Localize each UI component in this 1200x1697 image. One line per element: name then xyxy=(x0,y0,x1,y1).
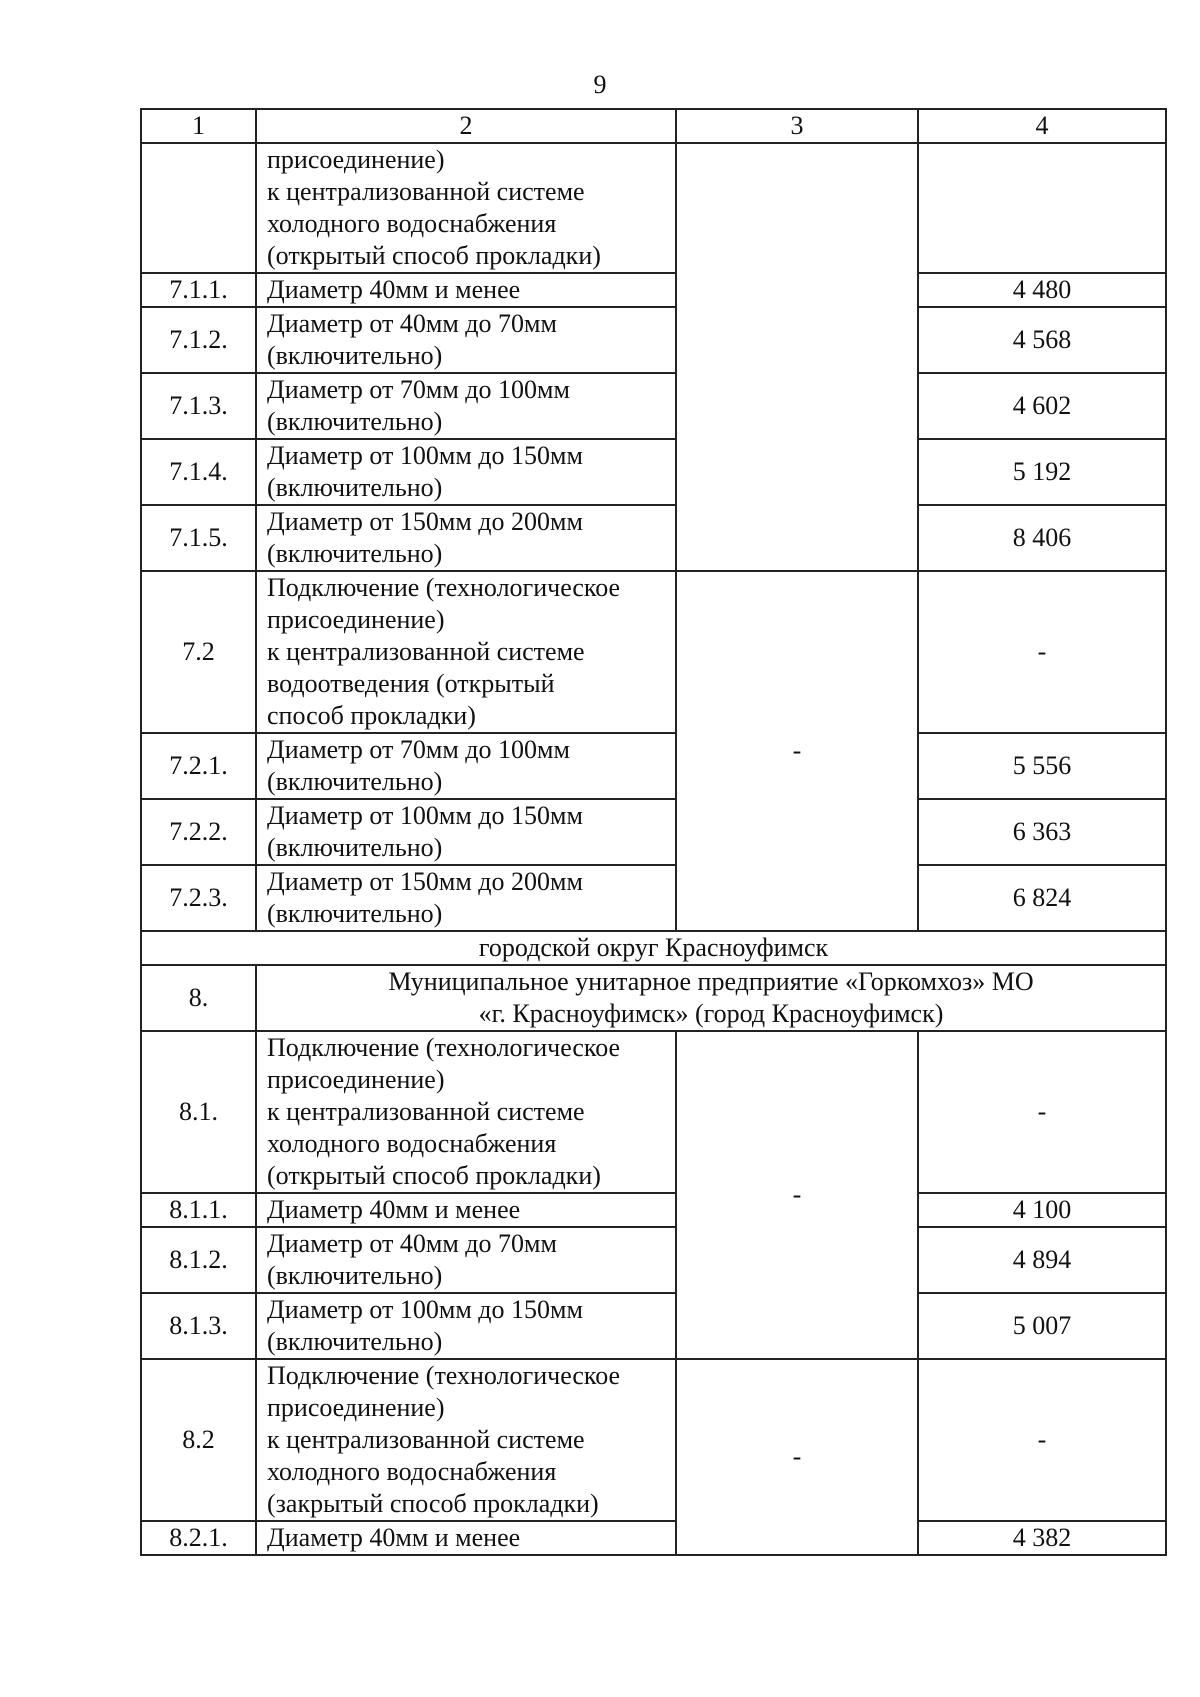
row-number: 7.1.3. xyxy=(141,373,256,439)
row-value: 4 602 xyxy=(918,373,1166,439)
row-description: Диаметр 40мм и менее xyxy=(256,1521,676,1555)
col3-value xyxy=(676,143,918,571)
table-row xyxy=(141,1521,1166,1555)
page-number: 9 xyxy=(593,70,607,99)
row-description: Диаметр от 40мм до 70мм (включительно) xyxy=(256,1227,676,1293)
row-value: 4 480 xyxy=(918,273,1166,307)
row-description: Диаметр от 150мм до 200мм (включительно) xyxy=(256,505,676,571)
table-row xyxy=(141,1031,1166,1193)
row-number: 8.1. xyxy=(141,1031,256,1193)
section-title: городской округ Красноуфимск xyxy=(141,931,1166,965)
row-value: - xyxy=(918,571,1166,733)
row-value: 4 568 xyxy=(918,307,1166,373)
table-row xyxy=(141,865,1166,931)
col3-value: - xyxy=(676,1031,918,1359)
header-row xyxy=(141,109,1166,143)
row-description: Подключение (технологическое присоединение) к централизованной системе водоотведения (открытый способ прокладки) xyxy=(256,571,676,733)
table-row xyxy=(141,143,1166,273)
row-value: 4 100 xyxy=(918,1193,1166,1227)
row-number: 8.1.2. xyxy=(141,1227,256,1293)
row-number: 7.1.5. xyxy=(141,505,256,571)
table-row xyxy=(141,439,1166,505)
row-description: Диаметр от 100мм до 150мм (включительно) xyxy=(256,799,676,865)
row-number: 7.1.1. xyxy=(141,273,256,307)
row-description: Подключение (технологическое присоединение) к централизованной системе холодного водоснабжения (закрытый способ прокладки) xyxy=(256,1359,676,1521)
row-number: 8. xyxy=(141,965,256,1031)
row-number: 7.2.2. xyxy=(141,799,256,865)
table-row xyxy=(141,1359,1166,1521)
row-description: Диаметр от 70мм до 100мм (включительно) xyxy=(256,373,676,439)
row-value: 4 382 xyxy=(918,1521,1166,1555)
row-value: 5 007 xyxy=(918,1293,1166,1359)
table-row xyxy=(141,307,1166,373)
row-description: Диаметр от 150мм до 200мм (включительно) xyxy=(256,865,676,931)
table-row xyxy=(141,1193,1166,1227)
row-number: 7.1.4. xyxy=(141,439,256,505)
row-value: - xyxy=(918,1031,1166,1193)
row-description: Диаметр 40мм и менее xyxy=(256,273,676,307)
row-number: 8.1.3. xyxy=(141,1293,256,1359)
header-col-4: 4 xyxy=(918,109,1166,143)
row-number: 7.2.1. xyxy=(141,733,256,799)
tariff-table xyxy=(140,108,1167,1556)
row-description: Диаметр от 40мм до 70мм (включительно) xyxy=(256,307,676,373)
table-row xyxy=(141,571,1166,733)
table-row xyxy=(141,505,1166,571)
table-row xyxy=(141,1293,1166,1359)
row-number: 7.2 xyxy=(141,571,256,733)
row-number: 8.2.1. xyxy=(141,1521,256,1555)
row-value: 6 824 xyxy=(918,865,1166,931)
organization-name: Муниципальное унитарное предприятие «Горкомхоз» МО «г. Красноуфимск» (город Красноуфимск) xyxy=(256,965,1166,1031)
header-col-3: 3 xyxy=(676,109,918,143)
row-value: - xyxy=(918,1359,1166,1521)
row-value: 6 363 xyxy=(918,799,1166,865)
row-description: присоединение) к централизованной системе холодного водоснабжения (открытый способ прокладки) xyxy=(256,143,676,273)
header-col-1: 1 xyxy=(141,109,256,143)
row-value: 5 556 xyxy=(918,733,1166,799)
row-value: 5 192 xyxy=(918,439,1166,505)
row-number: 7.2.3. xyxy=(141,865,256,931)
row-value xyxy=(918,143,1166,273)
organization-row xyxy=(141,965,1166,1031)
row-description: Диаметр от 70мм до 100мм (включительно) xyxy=(256,733,676,799)
row-number xyxy=(141,143,256,273)
row-number: 7.1.2. xyxy=(141,307,256,373)
row-description: Диаметр 40мм и менее xyxy=(256,1193,676,1227)
row-description: Диаметр от 100мм до 150мм (включительно) xyxy=(256,1293,676,1359)
row-number: 8.2 xyxy=(141,1359,256,1521)
row-description: Диаметр от 100мм до 150мм (включительно) xyxy=(256,439,676,505)
row-value: 8 406 xyxy=(918,505,1166,571)
col3-value: - xyxy=(676,1359,918,1555)
table-row xyxy=(141,373,1166,439)
table-row xyxy=(141,273,1166,307)
row-value: 4 894 xyxy=(918,1227,1166,1293)
table-row xyxy=(141,1227,1166,1293)
table-row xyxy=(141,733,1166,799)
row-number: 8.1.1. xyxy=(141,1193,256,1227)
section-row xyxy=(141,931,1166,965)
table-row xyxy=(141,799,1166,865)
header-col-2: 2 xyxy=(256,109,676,143)
row-description: Подключение (технологическое присоединение) к централизованной системе холодного водоснабжения (открытый способ прокладки) xyxy=(256,1031,676,1193)
col3-value: - xyxy=(676,571,918,931)
